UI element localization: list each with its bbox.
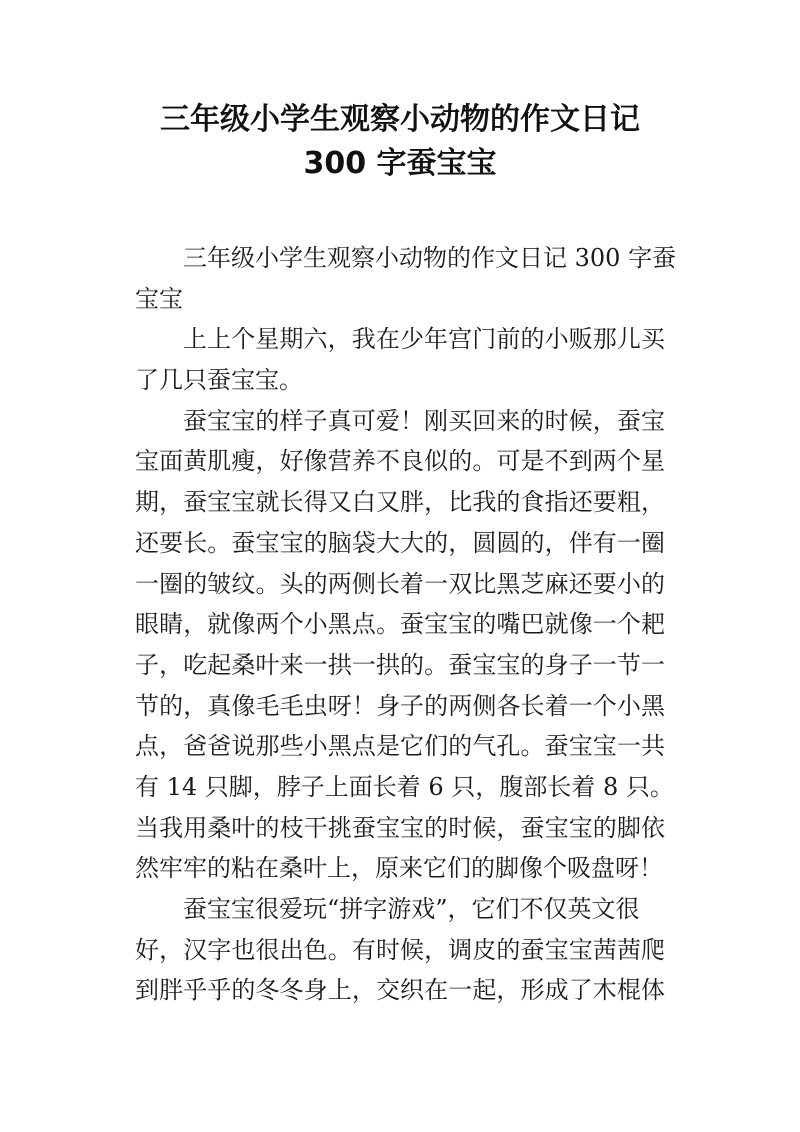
paragraph-3-line-12: 然牢牢的粘在桑叶上，原来它们的脚像个吸盘呀！ [135, 854, 663, 883]
paragraph-3-line-6: 眼睛，就像两个小黑点。蚕宝宝的嘴巴就像一个耙 [135, 610, 665, 639]
paragraph-1-line-2: 宝宝 [135, 284, 183, 313]
paragraph-1-line-1: 三年级小学生观察小动物的作文日记 300 字蚕 [183, 244, 677, 272]
paragraph-3-line-9: 点，爸爸说那些小黑点是它们的气孔。蚕宝宝一共 [135, 732, 665, 761]
paragraph-2-line-1: 上上个星期六，我在少年宫门前的小贩那儿买 [183, 325, 665, 354]
paragraph-3-line-4: 还要长。蚕宝宝的脑袋大大的，圆圆的，伴有一圈 [135, 528, 665, 557]
title-line-1: 三年级小学生观察小动物的作文日记 [160, 102, 640, 137]
paragraph-3-line-5: 一圈的皱纹。头的两侧长着一双比黑芝麻还要小的 [135, 569, 665, 598]
paragraph-4-line-2: 好，汉字也很出色。有时候，调皮的蚕宝宝茜茜爬 [135, 935, 665, 964]
paragraph-3-line-3: 期，蚕宝宝就长得又白又胖，比我的食指还要粗， [135, 488, 665, 517]
paragraph-3-line-10: 有 14 只脚，脖子上面长着 6 只，腹部长着 8 只。 [135, 772, 674, 801]
paragraph-3-line-1: 蚕宝宝的样子真可爱！刚买回来的时候，蚕宝 [183, 406, 665, 435]
document-title [100, 98, 700, 186]
paragraph-3-line-2: 宝面黄肌瘦，好像营养不良似的。可是不到两个星 [135, 447, 665, 476]
paragraph-3-line-7: 子，吃起桑叶来一拱一拱的。蚕宝宝的身子一节一 [135, 650, 665, 679]
paragraph-4-line-3: 到胖乎乎的冬冬身上，交织在一起，形成了木棍体 [135, 976, 665, 1005]
document-body [135, 238, 677, 1011]
paragraph-3-line-11: 当我用桑叶的枝干挑蚕宝宝的时候，蚕宝宝的脚依 [135, 813, 665, 842]
paragraph-2-line-2: 了几只蚕宝宝。 [135, 366, 303, 395]
paragraph-4-line-1: 蚕宝宝很爱玩“拼字游戏”，它们不仅英文很 [183, 895, 640, 923]
paragraph-3-line-8: 节的，真像毛毛虫呀！身子的两侧各长着一个小黑 [135, 691, 665, 720]
title-line-2: 300 字蚕宝宝 [303, 146, 497, 181]
